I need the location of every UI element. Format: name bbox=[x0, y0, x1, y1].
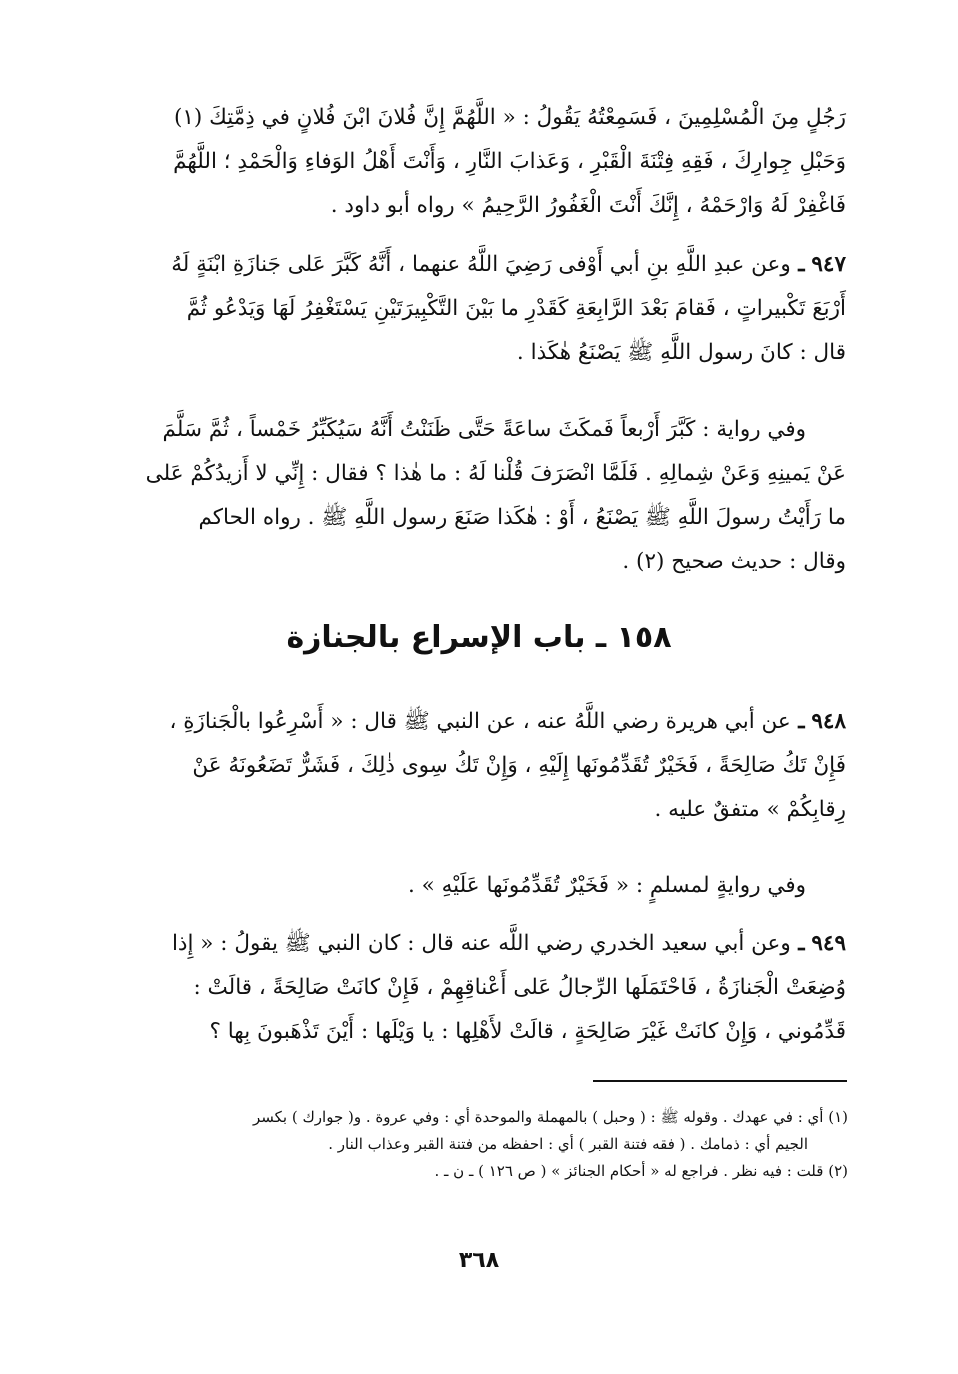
text-line: ما رَأَيْتُ رسولَ اللَّهِ ﷺ يَصْنَعُ ، أَوْ : هٰكَذا صَنَعَ رسول اللَّهِ ﷺ . رواه الحاكم bbox=[198, 505, 846, 530]
paragraph-riwaya-948 bbox=[106, 864, 846, 908]
footnote-line: (٢) قلت : فيه نظر . فراجع له « أحكام الجنائز » ( ص ١٢٦ ) ـ ن ـ . bbox=[434, 1162, 848, 1180]
text-line: عن أبي هريرة رضي اللَّهُ عنه ، عن النبي ﷺ قال : « أَسْرِعُوا بالْجَنازَةِ ، bbox=[169, 709, 791, 734]
paragraph-riwaya-947 bbox=[106, 408, 846, 584]
hadith-number: ٩٤٩ bbox=[811, 931, 846, 956]
text-line: فَاغْفِرْ لَهُ وَارْحَمْهُ ، إِنَّكَ أَنْتَ الْغَفُورُ الرَّحِيمُ » رواه أبو داود . bbox=[330, 193, 846, 218]
footnote-line: الجيم أي : ذمامك . ( فقه فتنة القبر ) أي : احفظه من فتنة القبر وعذاب النار . bbox=[328, 1135, 808, 1153]
text-line: قَدِّمُوني ، وَإِنْ كانَتْ غَيْرَ صَالِحَةٍ ، قالَتْ لأَهْلِها : يا وَيْلَها : أَيْنَ تَذْهَبونَ بِها ؟ bbox=[209, 1019, 846, 1044]
hadith-number: ٩٤٧ bbox=[811, 252, 846, 277]
text-line: وُضِعَتْ الْجَنازَةُ ، فَاحْتَمَلَها الرِّجالُ عَلى أَعْناقِهِمْ ، فَإِنْ كانَتْ صَالِحَةً ، قالَتْ : bbox=[193, 975, 846, 1000]
text-line: وفي روايةٍ لمسلمٍ : « فَخَيْرٌ تُقَدِّمُونَها عَلَيْهِ » . bbox=[408, 873, 806, 898]
paragraph-hadith-949: ٩٤٩ ـ وعن أبي سعيد الخدري رضي اللَّه عنه قال : كان النبي ﷺ يقولُ : « إِذا وُضِعَتْ الْجَنازَةُ ، فَاحْتَمَلَها الرِّجالُ عَلى أَعْناقِهِمْ ، فَإِنْ كانَتْ صَالِحَةً ، قالَتْ : قَدِّمُوني ، وَإِنْ كانَتْ غَيْرَ صَالِحَةٍ ، قالَتْ لأَهْلِها : يا وَيْلَها : أَيْنَ تَذْهَبونَ بِها ؟ bbox=[106, 922, 846, 1054]
paragraph-hadith-946-end bbox=[106, 96, 846, 228]
page-number: ٣٦٨ bbox=[458, 1248, 500, 1273]
text-line: أَرْبَعَ تَكْبيراتٍ ، فَقامَ بَعْدَ الرَّابِعَةِ كَقَدْرِ ما بَيْنَ التَّكْبِيرَتَيْنِ يَسْتَغْفِرُ لَهَا وَيَدْعُو ثُمَّ bbox=[186, 296, 846, 321]
text-line: وعن أبي سعيد الخدري رضي اللَّه عنه قال : كان النبي ﷺ يقولُ : « إِذا bbox=[171, 931, 791, 956]
text-line: رِقابِكُمْ » متفقٌ عليه . bbox=[654, 797, 846, 822]
text-line: رَجُلٍ مِنَ الْمُسْلِمِينَ ، فَسَمِعْتُهُ يَقُولُ : « اللَّهُمَّ إِنَّ فُلانَ ابْنَ فُلانٍ في ذِمَّتِكَ (١) bbox=[173, 105, 846, 130]
text-line: عَنْ يَمينِهِ وَعَنْ شِمالِهِ . فَلَمَّا انْصَرَفَ قُلْنا لَهُ : ما هٰذا ؟ فقال : إِنِّي لا أَزيدُكُمْ عَلى bbox=[145, 461, 846, 486]
text-line: فَإِنْ تَكُ صَالِحَةً ، فَخَيْرٌ تُقَدِّمُونَها إِلَيْهِ ، وَإِنْ تَكُ سِوى ذٰلِكَ ، فَشَرٌّ تَضَعُونَهُ عَنْ bbox=[192, 753, 846, 778]
text-line: قال : كانَ رسول اللَّهِ ﷺ يَصْنَعُ هٰكَذا . bbox=[516, 340, 846, 365]
chapter-heading: ١٥٨ ـ باب الإسراع بالجنازة bbox=[286, 620, 672, 655]
text-line: وعن عبدِ اللَّهِ بنِ أبي أَوْفى رَضِيَ اللَّهُ عنهما ، أَنَّهُ كَبَّرَ عَلى جَنازَةِ ابْنَةٍ لَهُ bbox=[171, 252, 791, 277]
hadith-number: ٩٤٨ bbox=[811, 709, 846, 734]
footnotes bbox=[106, 1104, 848, 1185]
paragraph-hadith-948: ٩٤٨ ـ عن أبي هريرة رضي اللَّهُ عنه ، عن النبي ﷺ قال : « أَسْرِعُوا بالْجَنازَةِ ، فَإِنْ تَكُ صَالِحَةً ، فَخَيْرٌ تُقَدِّمُونَها إِلَيْهِ ، وَإِنْ تَكُ سِوى ذٰلِكَ ، فَشَرٌّ تَضَعُونَهُ عَنْ رِقابِكُمْ » متفقٌ عليه . bbox=[106, 700, 846, 832]
text-line: وفي رواية : كَبَّرَ أَرْبعاً فَمكَثَ ساعَةً حَتَّى ظَنَنْتُ أَنَّهُ سَيُكَبِّرُ خَمْساً ، ثُمَّ سَلَّمَ bbox=[162, 417, 806, 442]
text-line: وَحَبْلِ جِوارِكَ ، فَقِهِ فِتْنَةَ الْقَبْرِ ، وَعَذابَ النَّارِ ، وَأَنْتَ أَهْلُ الوَفاءِ وَالْحَمْدِ ؛ اللَّهُمَّ bbox=[173, 149, 846, 174]
text-line: وقال : حديث صحيح (٢) . bbox=[622, 549, 846, 574]
paragraph-hadith-947: ٩٤٧ ـ وعن عبدِ اللَّهِ بنِ أبي أَوْفى رَضِيَ اللَّهُ عنهما ، أَنَّهُ كَبَّرَ عَلى جَنازَةِ ابْنَةٍ لَهُ أَرْبَعَ تَكْبيراتٍ ، فَقامَ بَعْدَ الرَّابِعَةِ كَقَدْرِ ما بَيْنَ التَّكْبِيرَتَيْنِ يَسْتَغْفِرُ لَهَا وَيَدْعُو ثُمَّ قال : كانَ رسول اللَّهِ ﷺ يَصْنَعُ هٰكَذا . bbox=[106, 243, 846, 375]
footnote-line: (١) أي : في عهدك . وقوله ﷺ : ( وحبل ) بالمهملة والموحدة أي : وفي عروة . و( جوارك ) بكسر bbox=[252, 1108, 848, 1126]
footnote-divider bbox=[593, 1080, 847, 1082]
